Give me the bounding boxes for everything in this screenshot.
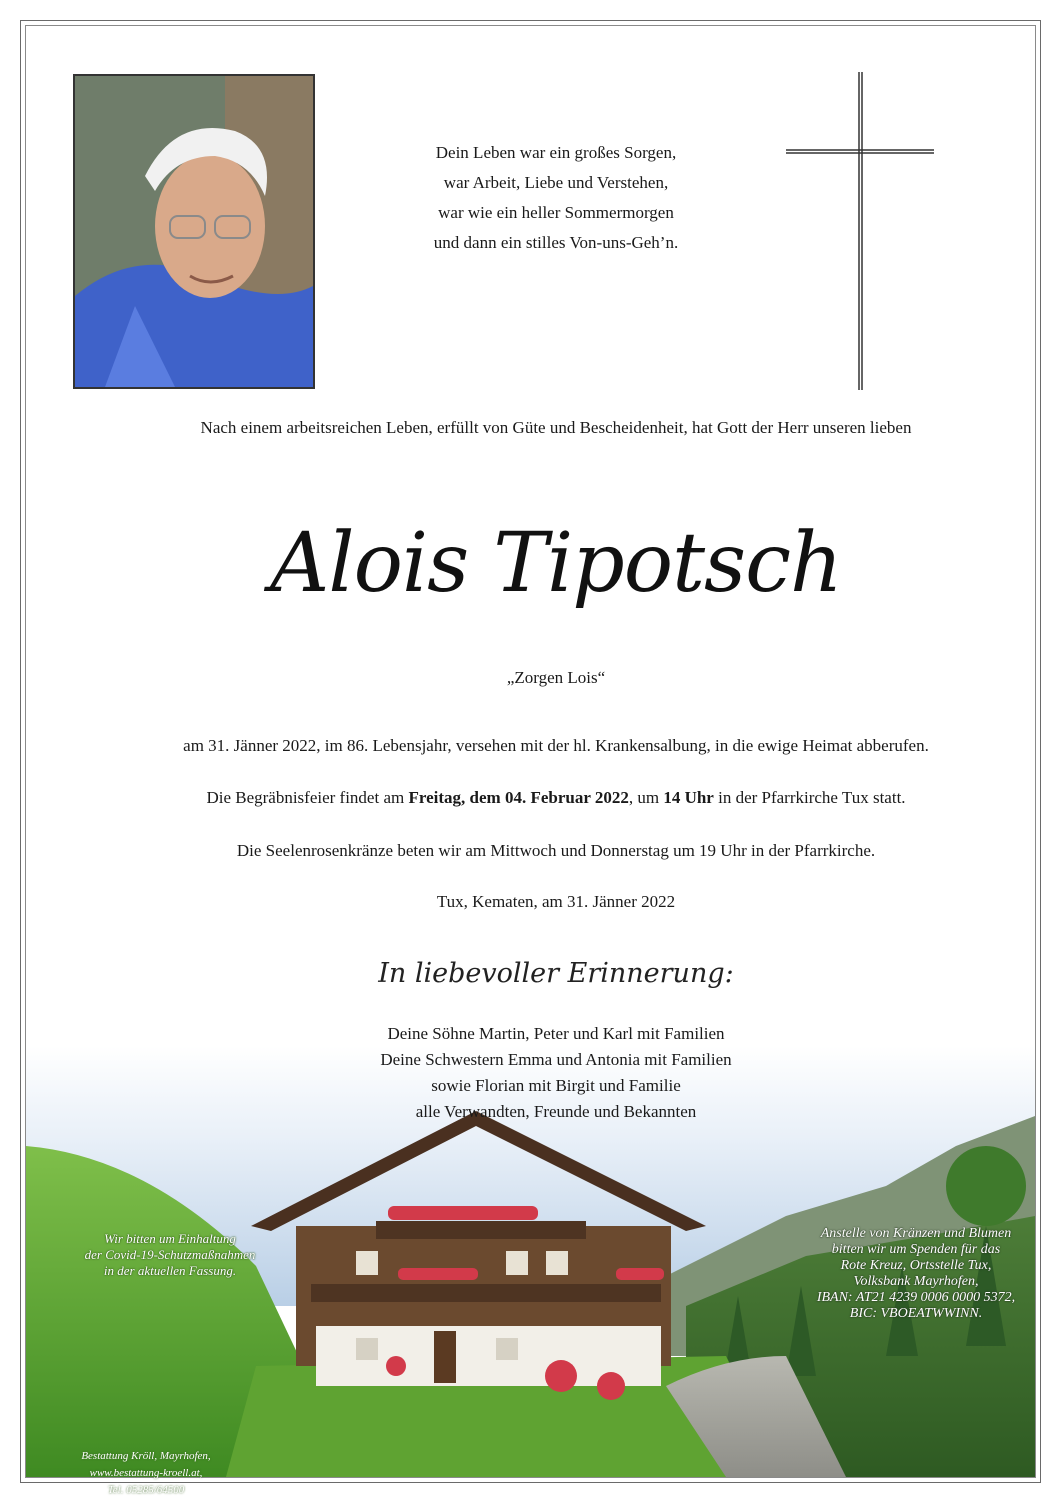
deceased-name: Alois Tipotsch [270,516,842,611]
inner-border [25,25,1036,1496]
funeral-middle: , um [628,788,664,807]
memorial-verse [356,138,756,258]
verse-line: Dein Leben war ein großes Sorgen, [435,143,677,162]
donation-note-line: Anstelle von Kränzen und Blumen [820,1226,1012,1241]
undertaker-line: Tel. 05285/64500 [107,1484,185,1496]
cross-icon [786,72,934,390]
undertaker-line: www.bestattung-kroell.at, [89,1467,203,1479]
verse-line: und dann ein stilles Von-uns-Geh’n. [433,233,679,252]
place-date: Tux, Kematen, am 31. Jänner 2022 [436,892,676,911]
donation-note-line: BIC: VBOEATWWINN. [849,1306,983,1321]
funeral-prefix: Die Begräbnisfeier findet am [206,788,409,807]
donation-note-line: Volksbank Mayrhofen, [853,1274,979,1289]
donation-note-line: bitten wir um Spenden für das [831,1242,1001,1257]
mourner-line: sowie Florian mit Birgit und Familie [431,1076,681,1095]
mourner-line: alle Verwandten, Freunde und Bekannten [415,1102,697,1121]
mourners-list [286,1021,826,1125]
undertaker-info [56,1448,236,1499]
covid-note-line: Wir bitten um Einhaltung [104,1231,236,1246]
donation-note-line: Rote Kreuz, Ortsstelle Tux, [840,1258,992,1273]
funeral-date: Freitag, dem 04. Februar 2022 [408,788,629,807]
verse-line: war Arbeit, Liebe und Verstehen, [443,173,669,192]
covid-note-line: in der aktuellen Fassung. [103,1263,237,1278]
funeral-time: 14 Uhr [663,788,714,807]
covid-note-line: der Covid-19-Schutzmaßnahmen [84,1247,256,1262]
mourner-line: Deine Söhne Martin, Peter und Karl mit Familien [387,1024,725,1043]
nickname: „Zorgen Lois“ [506,668,606,687]
deceased-portrait [73,74,315,389]
rosary-info: Die Seelenrosenkränze beten wir am Mittwoch und Donnerstag um 19 Uhr in der Pfarrkirche. [236,841,876,860]
funeral-suffix: in der Pfarrkirche Tux statt. [713,788,906,807]
intro-text: Nach einem arbeitsreichen Leben, erfüllt von Güte und Bescheidenheit, hat Gott der Herr unseren lieben [200,418,912,437]
memory-heading: In liebevoller Erinnerung: [378,958,734,989]
donation-note-line: IBAN: AT21 4239 0006 0000 5372, [816,1290,1016,1305]
undertaker-line: Bestattung Kröll, Mayrhofen, [81,1450,211,1462]
donation-note [776,1226,1056,1322]
verse-line: war wie ein heller Sommermorgen [438,203,674,222]
mourner-line: Deine Schwestern Emma und Antonia mit Familien [380,1050,732,1069]
covid-note [54,1231,286,1279]
funeral-info [56,788,1056,808]
death-announcement: am 31. Jänner 2022, im 86. Lebensjahr, versehen mit der hl. Krankensalbung, in die ewige Heimat abberufen. [183,736,929,755]
